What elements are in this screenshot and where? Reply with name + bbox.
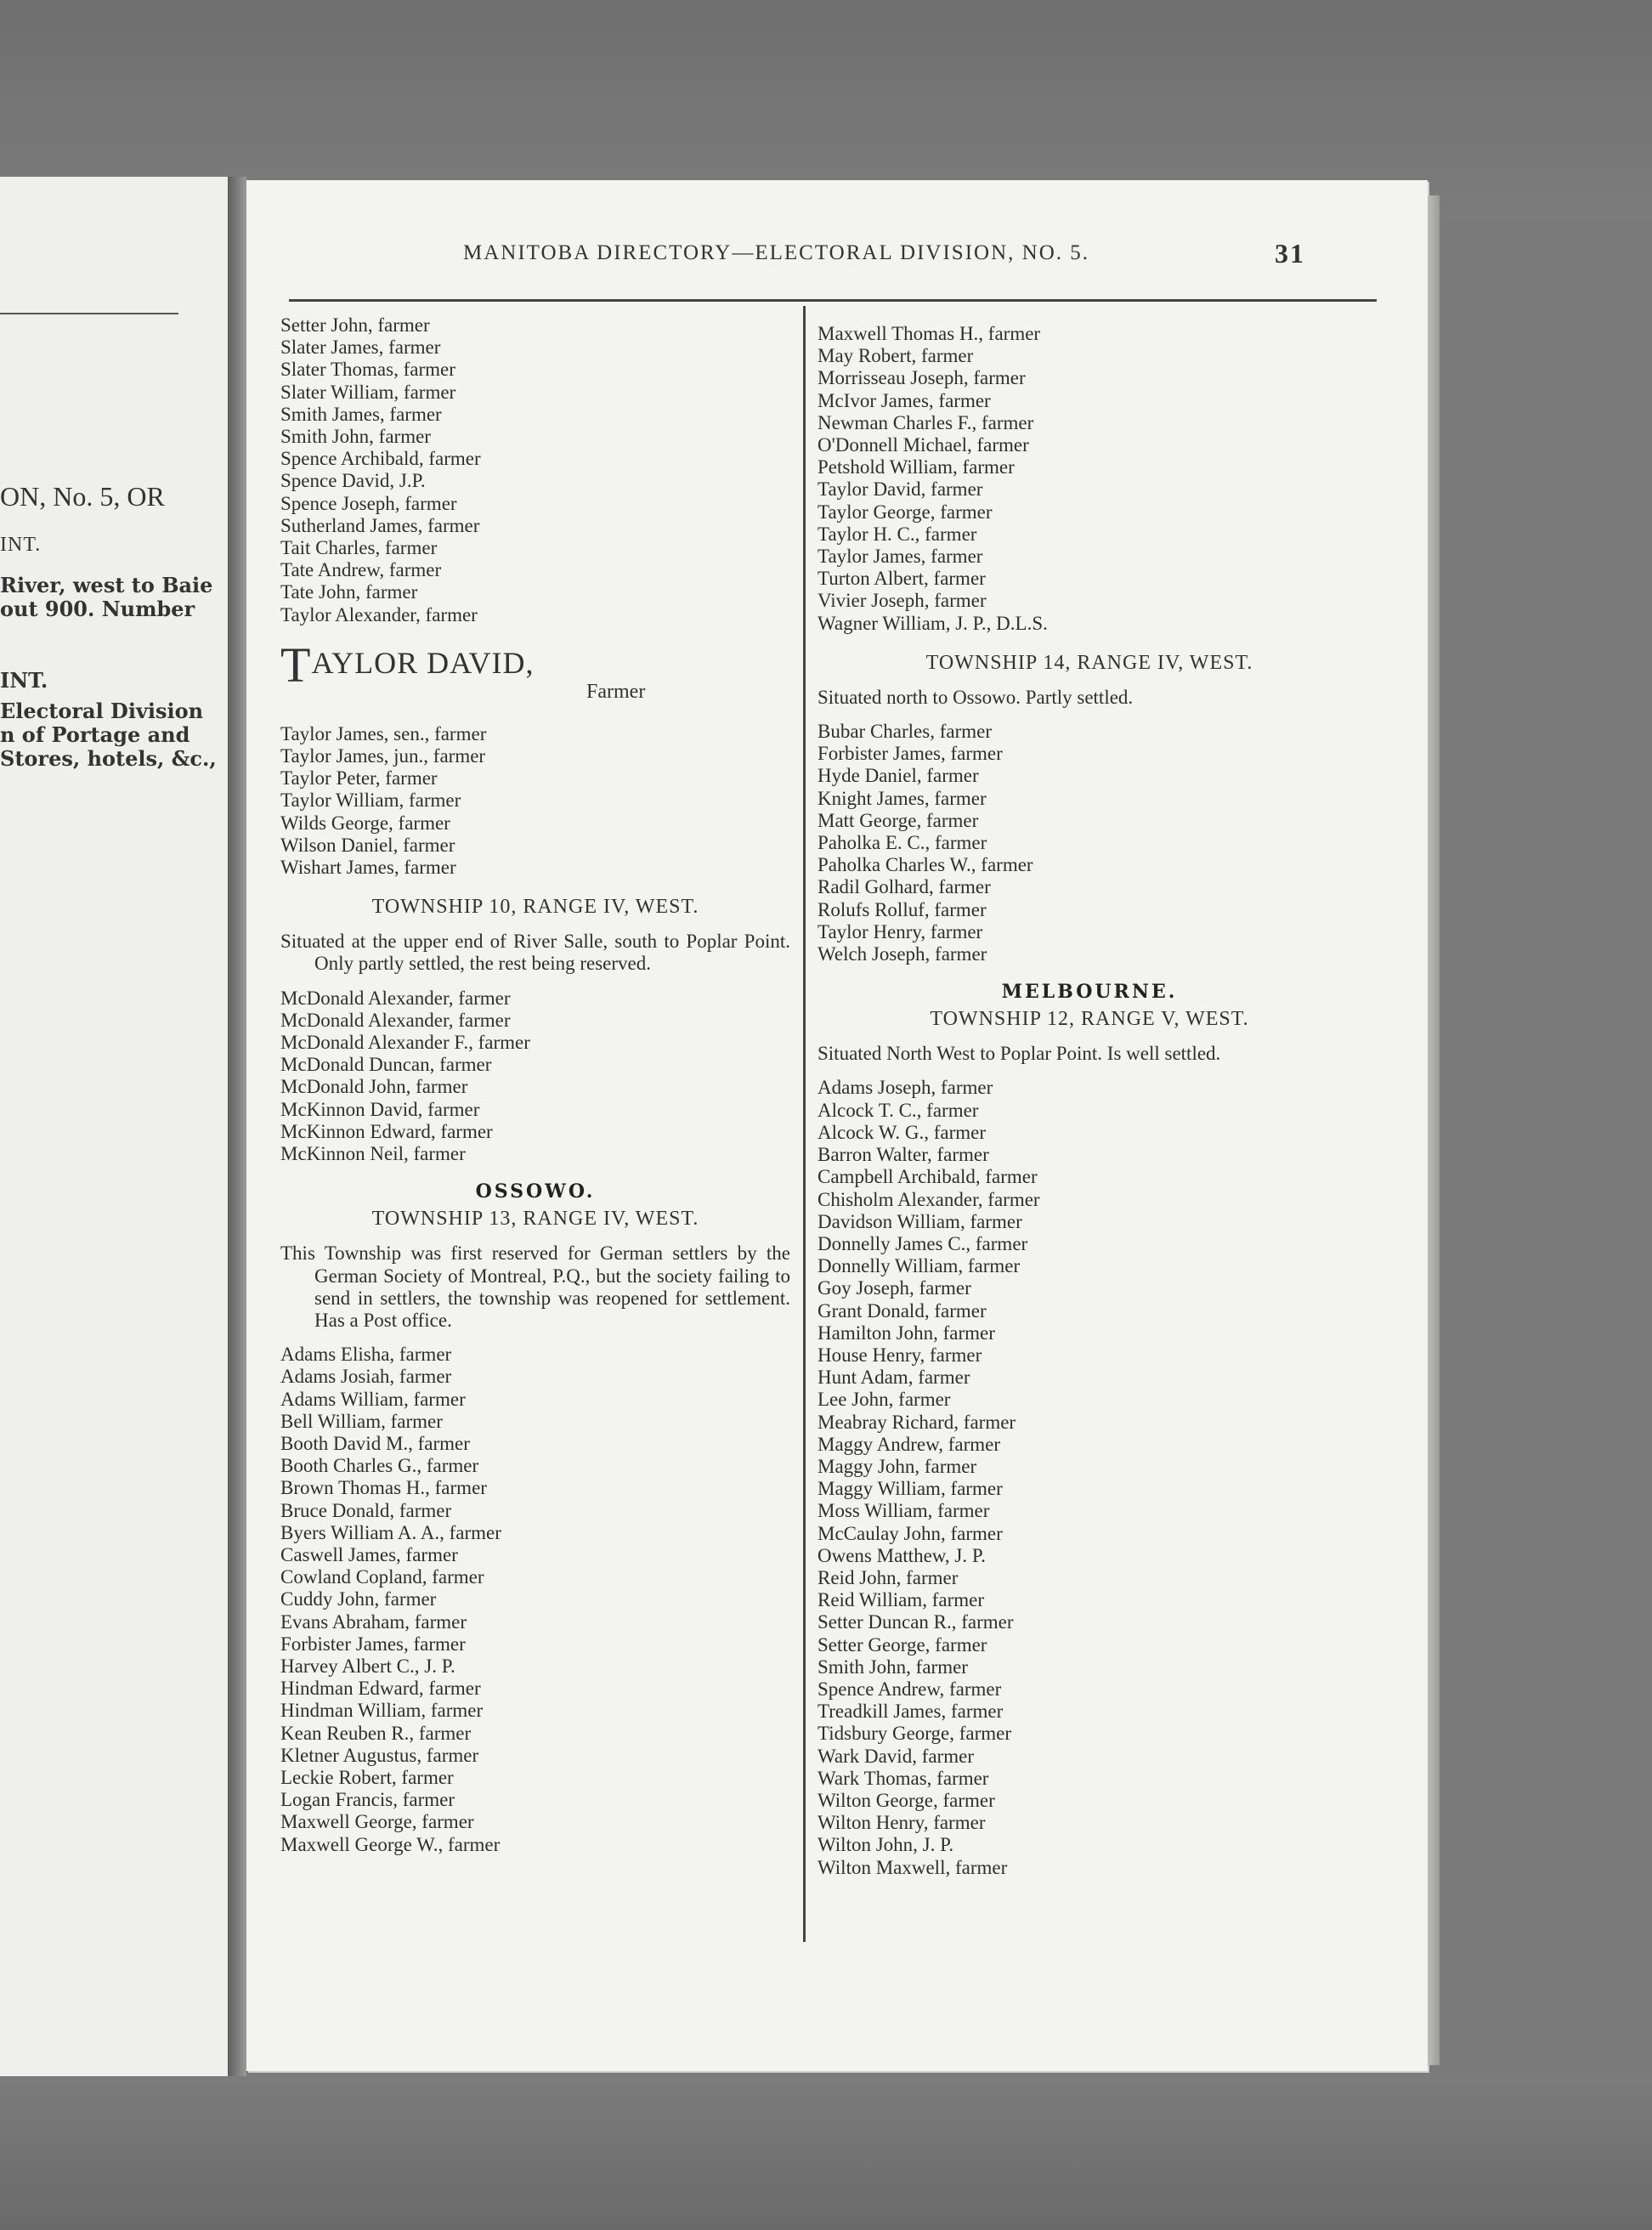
directory-entry: Maxwell George W., farmer	[280, 1833, 501, 1855]
left-page-line: Stores, hotels, &c.,	[0, 746, 217, 771]
directory-entry: Spence Joseph, farmer	[280, 492, 457, 514]
directory-entry: Chisholm Alexander, farmer	[818, 1188, 1040, 1210]
directory-entry: McDonald Duncan, farmer	[280, 1054, 492, 1076]
directory-entry: Cowland Copland, farmer	[280, 1566, 484, 1588]
directory-entry: Wilson Daniel, farmer	[280, 834, 455, 856]
page-edge	[1428, 195, 1440, 2065]
entry-list	[280, 1344, 790, 1856]
directory-entry: Evans Abraham, farmer	[280, 1610, 467, 1633]
directory-entry: Rolufs Rolluf, farmer	[818, 898, 987, 920]
directory-entry: Hindman William, farmer	[280, 1700, 484, 1722]
directory-entry: Wark Thomas, farmer	[818, 1767, 989, 1789]
directory-entry: Radil Golhard, farmer	[818, 876, 991, 898]
header-rule	[289, 299, 1377, 302]
directory-entry: Setter John, farmer	[280, 314, 430, 336]
directory-entry: Taylor Alexander, farmer	[280, 603, 478, 625]
directory-entry: Taylor Peter, farmer	[280, 767, 438, 790]
directory-entry: Adams Josiah, farmer	[280, 1366, 452, 1388]
directory-entry: Adams Joseph, farmer	[818, 1077, 993, 1099]
township-description: Situated North West to Poplar Point. Is well settled.	[818, 1043, 1221, 1065]
directory-entry: Logan Francis, farmer	[280, 1789, 455, 1811]
entry-list	[280, 988, 790, 1166]
left-page-line: out 900. Number	[0, 597, 195, 621]
directory-entry: Goy Joseph, farmer	[818, 1277, 971, 1299]
directory-entry: Smith James, farmer	[280, 403, 442, 425]
directory-entry: Paholka Charles W., farmer	[818, 854, 1033, 876]
directory-entry: Booth David M., farmer	[280, 1432, 470, 1454]
directory-entry: McDonald Alexander F., farmer	[280, 1032, 530, 1054]
directory-entry: Wilton John, J. P.	[818, 1834, 954, 1856]
entry-list	[818, 1077, 1361, 1878]
directory-entry: Maggy Andrew, farmer	[818, 1433, 1001, 1455]
column-rule	[803, 306, 806, 1942]
directory-entry: Taylor H. C., farmer	[818, 523, 977, 545]
directory-entry: Wilton Henry, farmer	[818, 1812, 986, 1834]
directory-entry: Caswell James, farmer	[280, 1543, 458, 1565]
directory-entry: Maxwell George, farmer	[280, 1811, 474, 1833]
directory-entry: Taylor Henry, farmer	[818, 920, 983, 942]
township-heading: TOWNSHIP 14, RANGE IV, WEST.	[925, 651, 1253, 674]
directory-entry: Slater James, farmer	[280, 337, 441, 359]
place-name: OSSOWO.	[475, 1180, 596, 1203]
directory-entry: McKinnon Neil, farmer	[280, 1143, 466, 1165]
left-page-line: Electoral Division	[0, 699, 204, 723]
left-page-line: n of Portage and	[0, 722, 190, 747]
left-facing-page	[0, 177, 230, 2076]
featured-entry	[280, 637, 790, 723]
directory-entry: Alcock T. C., farmer	[818, 1099, 979, 1121]
directory-entry: Taylor James, jun., farmer	[280, 745, 486, 767]
place-name: MELBOURNE.	[1001, 981, 1178, 1004]
directory-entry: McIvor James, farmer	[818, 389, 991, 411]
directory-entry: McDonald Alexander, farmer	[280, 987, 511, 1009]
township-heading: TOWNSHIP 12, RANGE V, WEST.	[930, 1008, 1249, 1031]
featured-name	[280, 637, 535, 693]
directory-entry: Donnelly William, farmer	[818, 1255, 1021, 1277]
directory-entry: Spence Andrew, farmer	[818, 1678, 1002, 1700]
directory-entry: Barron Walter, farmer	[818, 1144, 989, 1166]
directory-entry: Matt George, farmer	[818, 809, 979, 831]
directory-entry: Owens Matthew, J. P.	[818, 1544, 986, 1566]
directory-entry: Knight James, farmer	[818, 787, 987, 809]
page-title: MANITOBA DIRECTORY—ELECTORAL DIVISION, NO. 5.	[463, 241, 1089, 264]
directory-entry: Newman Charles F., farmer	[818, 411, 1034, 433]
directory-entry: Setter George, farmer	[818, 1633, 987, 1656]
directory-entry: Wagner William, J. P., D.L.S.	[818, 612, 1048, 634]
directory-entry: Taylor George, farmer	[818, 501, 993, 523]
directory-entry: Wishart James, farmer	[280, 857, 456, 879]
left-column	[280, 314, 790, 1856]
township-heading: TOWNSHIP 13, RANGE IV, WEST.	[371, 1208, 699, 1231]
directory-entry: Brown Thomas H., farmer	[280, 1477, 487, 1499]
directory-entry: May Robert, farmer	[818, 345, 974, 367]
directory-entry: House Henry, farmer	[818, 1344, 982, 1366]
directory-entry: Vivier Joseph, farmer	[818, 590, 987, 612]
directory-entry: McCaulay John, farmer	[818, 1522, 1003, 1544]
directory-entry: Grant Donald, farmer	[818, 1299, 987, 1322]
directory-entry: Hindman Edward, farmer	[280, 1678, 481, 1700]
left-page-line: INT.	[0, 534, 42, 556]
entry-list	[280, 314, 790, 626]
directory-entry: Taylor James, sen., farmer	[280, 722, 487, 744]
township-description: This Township was first reserved for German settlers by the German Society of Montreal, P.Q., but the society failing to send in settlers, the township was reopened for settlement. Has a Post office.	[280, 1242, 790, 1331]
entry-list	[818, 323, 1361, 635]
directory-entry: Bubar Charles, farmer	[818, 721, 993, 743]
directory-entry: Hamilton John, farmer	[818, 1322, 995, 1344]
directory-page	[246, 180, 1428, 2071]
left-page-rule	[0, 313, 178, 314]
directory-entry: Taylor David, farmer	[818, 478, 983, 501]
page-number: 31	[1275, 238, 1305, 269]
directory-entry: Campbell Archibald, farmer	[818, 1166, 1038, 1188]
directory-entry: Maggy John, farmer	[818, 1455, 977, 1477]
directory-entry: Davidson William, farmer	[818, 1210, 1022, 1232]
directory-entry: Booth Charles G., farmer	[280, 1455, 479, 1477]
directory-entry: Hunt Adam, farmer	[818, 1367, 970, 1389]
directory-entry: Turton Albert, farmer	[818, 568, 986, 590]
directory-entry: Tait Charles, farmer	[280, 537, 438, 559]
directory-entry: McDonald Alexander, farmer	[280, 1009, 511, 1031]
directory-entry: Forbister James, farmer	[280, 1633, 466, 1655]
page-header	[246, 238, 1428, 275]
directory-entry: Welch Joseph, farmer	[818, 943, 987, 965]
left-page-line: INT.	[0, 668, 48, 693]
directory-entry: Taylor James, farmer	[818, 546, 983, 568]
directory-entry: Spence David, J.P.	[280, 470, 426, 492]
directory-entry: Spence Archibald, farmer	[280, 448, 481, 470]
directory-entry: Wilton Maxwell, farmer	[818, 1856, 1008, 1878]
directory-entry: Setter Duncan R., farmer	[818, 1611, 1014, 1633]
directory-entry: Donnelly James C., farmer	[818, 1232, 1028, 1254]
left-page-line: River, west to Baie	[0, 573, 213, 597]
directory-entry: Smith John, farmer	[818, 1656, 968, 1678]
directory-entry: Wark David, farmer	[818, 1745, 974, 1767]
directory-entry: Leckie Robert, farmer	[280, 1766, 454, 1788]
directory-entry: Forbister James, farmer	[818, 743, 1003, 765]
directory-entry: Taylor William, farmer	[280, 790, 461, 812]
featured-occupation: Farmer	[586, 680, 646, 703]
directory-entry: Smith John, farmer	[280, 426, 431, 448]
directory-entry: Moss William, farmer	[818, 1500, 990, 1522]
directory-entry: Morrisseau Joseph, farmer	[818, 367, 1026, 389]
entry-list	[280, 723, 790, 879]
directory-entry: Tate Andrew, farmer	[280, 559, 442, 581]
background-bottom	[0, 2074, 1652, 2230]
directory-entry: McKinnon David, farmer	[280, 1098, 480, 1120]
township-description: Situated north to Ossowo. Partly settled.	[818, 686, 1134, 708]
featured-name-rest: AYLOR DAVID,	[311, 645, 535, 680]
directory-entry: Kletner Augustus, farmer	[280, 1744, 479, 1766]
directory-entry: Reid William, farmer	[818, 1589, 985, 1611]
entry-list	[818, 721, 1361, 965]
directory-entry: O'Donnell Michael, farmer	[818, 434, 1029, 456]
directory-entry: Wilds George, farmer	[280, 812, 450, 834]
directory-entry: McDonald John, farmer	[280, 1076, 468, 1098]
directory-entry: Tidsbury George, farmer	[818, 1723, 1012, 1745]
right-column	[818, 314, 1361, 1879]
drop-cap: T	[280, 637, 312, 693]
township-heading: TOWNSHIP 10, RANGE IV, WEST.	[371, 896, 699, 919]
directory-entry: Cuddy John, farmer	[280, 1588, 437, 1610]
book-gutter	[228, 177, 246, 2076]
directory-entry: Hyde Daniel, farmer	[818, 765, 979, 787]
directory-entry: McKinnon Edward, farmer	[280, 1120, 493, 1142]
directory-entry: Wilton George, farmer	[818, 1789, 995, 1811]
directory-entry: Slater Thomas, farmer	[280, 359, 455, 381]
directory-entry: Lee John, farmer	[818, 1389, 951, 1411]
directory-entry: Maxwell Thomas H., farmer	[818, 323, 1041, 344]
left-page-line: ON, No. 5, OR	[0, 481, 165, 512]
directory-entry: Bell William, farmer	[280, 1410, 443, 1432]
directory-entry: Sutherland James, farmer	[280, 514, 480, 536]
directory-entry: Harvey Albert C., J. P.	[280, 1655, 455, 1677]
directory-entry: Paholka E. C., farmer	[818, 832, 987, 854]
directory-entry: Tate John, farmer	[280, 581, 418, 603]
directory-entry: Treadkill James, farmer	[818, 1701, 1004, 1723]
directory-entry: Adams Elisha, farmer	[280, 1344, 452, 1366]
directory-entry: Maggy William, farmer	[818, 1478, 1003, 1500]
directory-entry: Alcock W. G., farmer	[818, 1121, 986, 1143]
directory-entry: Bruce Donald, farmer	[280, 1499, 452, 1521]
directory-entry: Kean Reuben R., farmer	[280, 1722, 472, 1744]
township-description: Situated at the upper end of River Salle, south to Poplar Point. Only partly settled, the rest being reserved.	[280, 931, 790, 975]
directory-entry: Reid John, farmer	[818, 1566, 959, 1588]
directory-entry: Petshold William, farmer	[818, 456, 1015, 478]
directory-entry: Slater William, farmer	[280, 381, 456, 403]
directory-entry: Byers William A. A., farmer	[280, 1521, 501, 1543]
directory-entry: Adams William, farmer	[280, 1388, 466, 1410]
directory-entry: Meabray Richard, farmer	[818, 1411, 1016, 1433]
